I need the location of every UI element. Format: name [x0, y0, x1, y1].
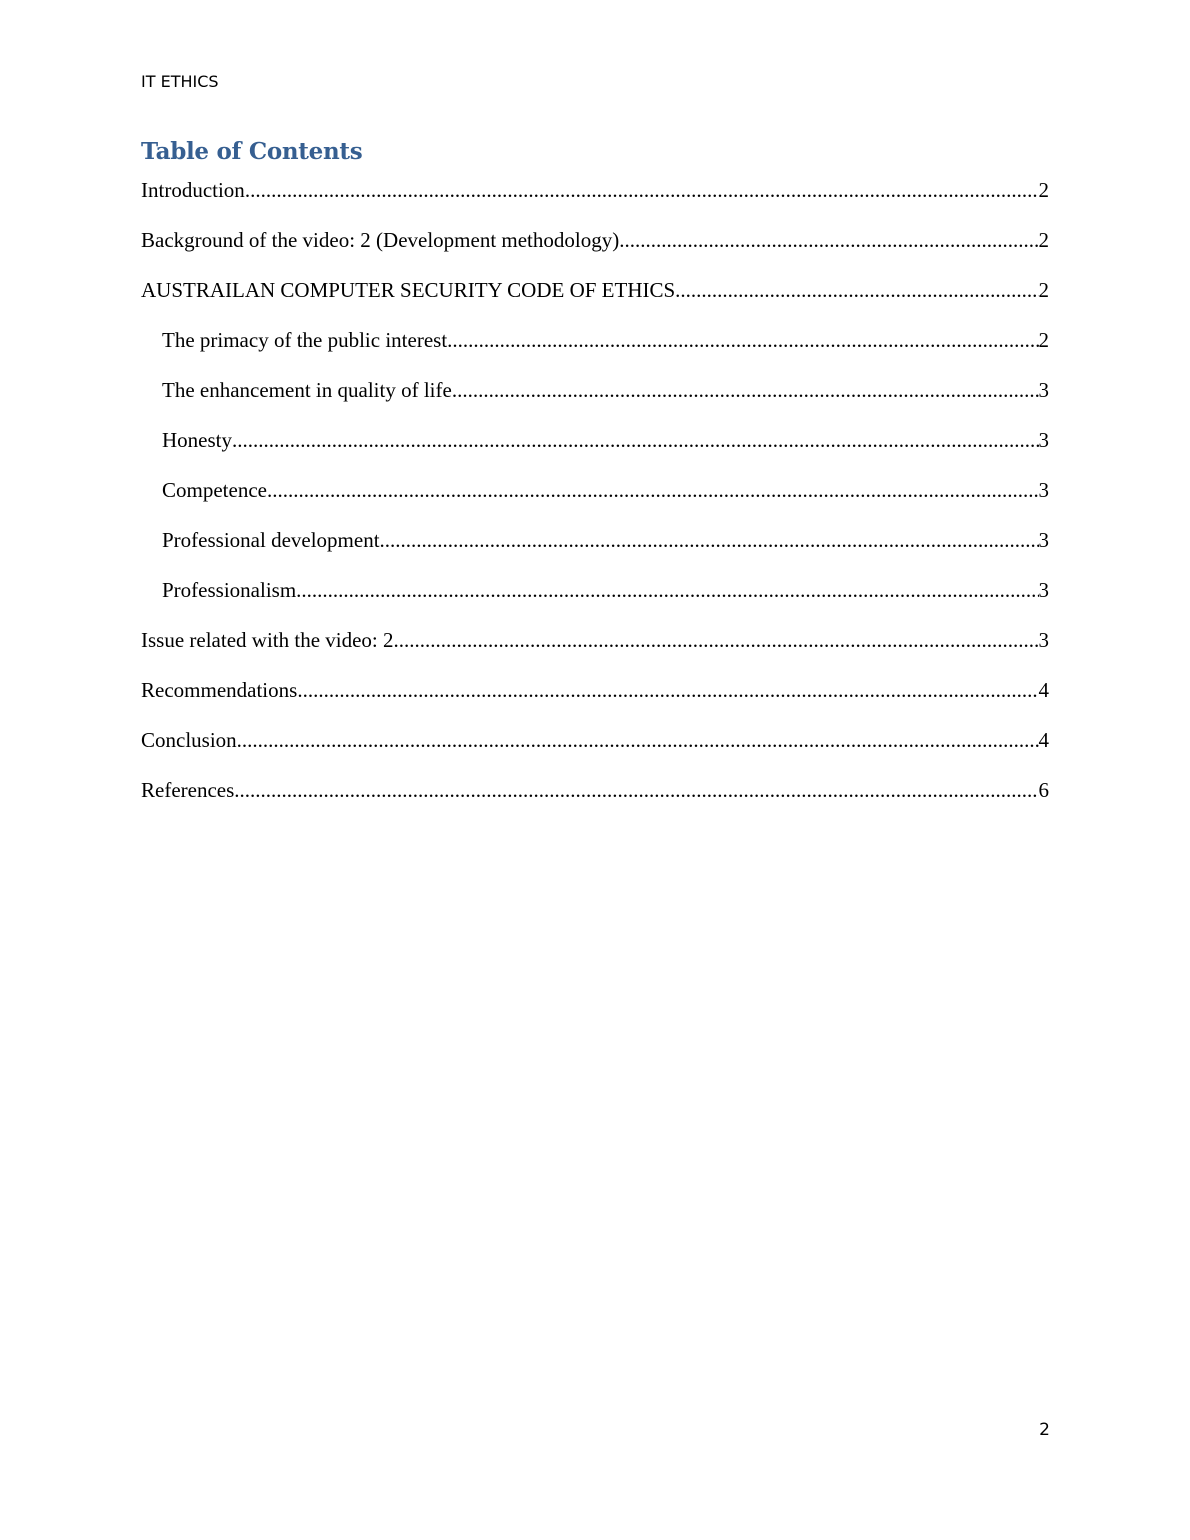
- toc-entry-recommendations[interactable]: [141, 675, 1049, 725]
- toc-entry-professional-development[interactable]: [141, 525, 1049, 575]
- toc-entry-page: 3: [1038, 378, 1049, 402]
- dot-leader: [234, 775, 1038, 805]
- toc-entry-conclusion[interactable]: [141, 725, 1049, 775]
- running-header: IT ETHICS: [141, 72, 219, 91]
- toc-entry-page: 2: [1038, 228, 1049, 252]
- dot-leader: [232, 425, 1039, 455]
- dot-leader: [380, 525, 1039, 555]
- toc-heading: Table of Contents: [141, 138, 363, 165]
- dot-leader: [675, 275, 1038, 305]
- table-of-contents: [141, 175, 1049, 825]
- toc-entry-label: Honesty: [162, 428, 232, 452]
- toc-entry-page: 2: [1038, 328, 1049, 352]
- toc-entry-label: Professionalism: [162, 578, 297, 602]
- toc-entry-professionalism[interactable]: [141, 575, 1049, 625]
- toc-entry-page: 2: [1038, 178, 1049, 202]
- toc-entry-label: Professional development: [162, 528, 380, 552]
- toc-entry-public-interest[interactable]: [141, 325, 1049, 375]
- toc-entry-page: 4: [1038, 728, 1049, 752]
- toc-entry-label: Introduction: [141, 178, 245, 202]
- toc-entry-code-of-ethics[interactable]: [141, 275, 1049, 325]
- toc-entry-page: 3: [1038, 428, 1049, 452]
- toc-entry-label: Background of the video: 2 (Development methodology): [141, 228, 620, 252]
- toc-entry-introduction[interactable]: [141, 175, 1049, 225]
- dot-leader: [296, 575, 1038, 605]
- toc-entry-references[interactable]: [141, 775, 1049, 825]
- toc-entry-background[interactable]: [141, 225, 1049, 275]
- dot-leader: [267, 475, 1039, 505]
- dot-leader: [447, 325, 1038, 355]
- toc-entry-competence[interactable]: [141, 475, 1049, 525]
- toc-entry-label: The primacy of the public interest: [162, 328, 448, 352]
- dot-leader: [394, 625, 1039, 655]
- toc-entry-label: Competence: [162, 478, 267, 502]
- dot-leader: [237, 725, 1039, 755]
- toc-entry-honesty[interactable]: [141, 425, 1049, 475]
- toc-entry-label: References: [141, 778, 235, 802]
- dot-leader: [452, 375, 1039, 405]
- dot-leader: [245, 175, 1039, 205]
- toc-entry-page: 6: [1038, 778, 1049, 802]
- dot-leader: [619, 225, 1038, 255]
- toc-entry-page: 3: [1038, 478, 1049, 502]
- toc-entry-page: 3: [1038, 578, 1049, 602]
- toc-entry-page: 3: [1038, 628, 1049, 652]
- toc-entry-page: 3: [1038, 528, 1049, 552]
- toc-entry-issue[interactable]: [141, 625, 1049, 675]
- toc-entry-label: Recommendations: [141, 678, 298, 702]
- toc-entry-page: 4: [1038, 678, 1049, 702]
- toc-entry-page: 2: [1038, 278, 1049, 302]
- toc-entry-label: Issue related with the video: 2: [141, 628, 394, 652]
- toc-entry-label: Conclusion: [141, 728, 237, 752]
- page-number: 2: [1039, 1420, 1050, 1440]
- dot-leader: [297, 675, 1038, 705]
- toc-entry-label: The enhancement in quality of life: [162, 378, 452, 402]
- toc-entry-label: AUSTRAILAN COMPUTER SECURITY CODE OF ETHICS: [141, 278, 676, 302]
- toc-entry-quality-of-life[interactable]: [141, 375, 1049, 425]
